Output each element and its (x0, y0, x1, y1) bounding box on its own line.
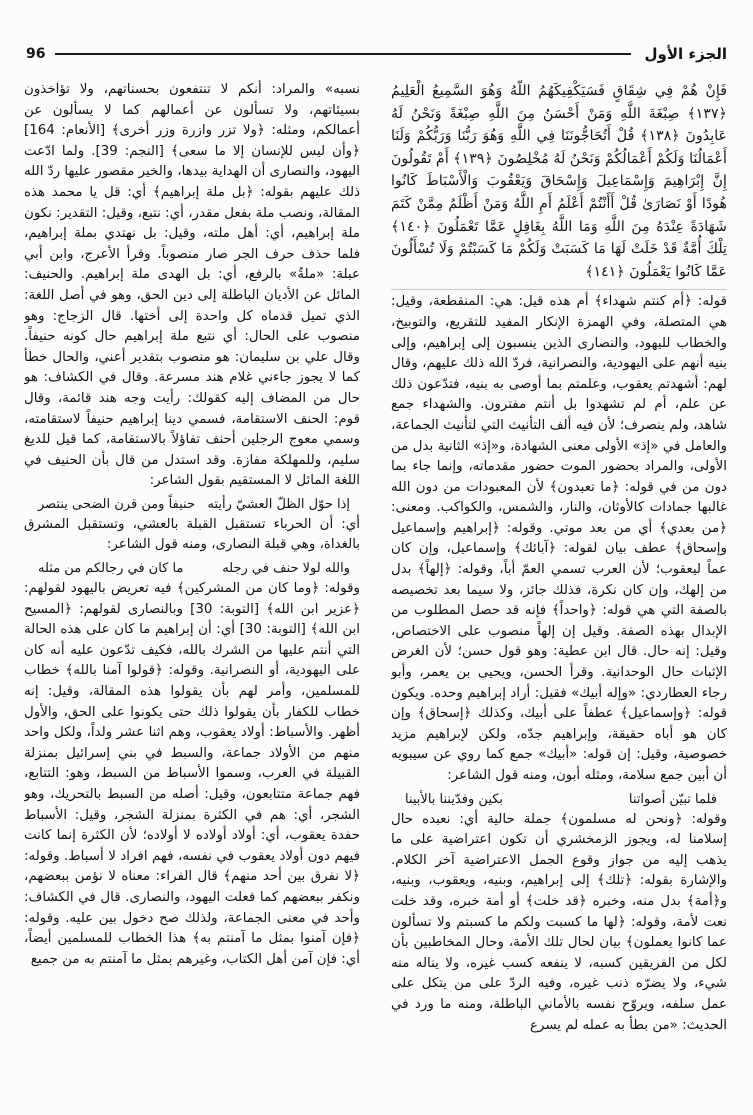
verse-first-hemistich: إذا حوّل الظلّ العشيّ رأيته (207, 496, 350, 512)
poetry-verse (391, 789, 727, 810)
verse-first-hemistich: والله لولا حنف في رجله (222, 561, 350, 577)
commentary-paragraph: أي: أن الحرباء تستقبل القبلة بالعشي، وتستقبل المشرق بالغداة، وهي قبلة النصارى، ومنه قول الشاعر: (24, 516, 360, 553)
quran-verses: فَإِنْ هُمْ فِي شِقَاقٍ فَسَيَكْفِيكَهُمُ اللَّهُ وَهُوَ السَّمِيعُ الْعَلِيمُ ﴿١٣٧﴾ صِبْغَةَ اللَّهِ وَمَنْ أَحْسَنُ مِنَ اللَّهِ صِبْغَةً وَنَحْنُ لَهُ عَابِدُونَ ﴿١٣٨﴾ قُلْ أَتُحَاجُّونَنَا فِي اللَّهِ وَهُوَ رَبُّنَا وَرَبُّكُمْ وَلَنَا أَعْمَالُنَا وَلَكُمْ أَعْمَالُكُمْ وَنَحْنُ لَهُ مُخْلِصُونَ ﴿١٣٩﴾ أَمْ تَقُولُونَ إِنَّ إِبْرَاهِيمَ وَإِسْمَاعِيلَ وَإِسْحَاقَ وَيَعْقُوبَ وَالْأَسْبَاطَ كَانُوا هُودًا أَوْ نَصَارَىٰ قُلْ أَأَنْتُمْ أَعْلَمُ أَمِ اللَّهُ وَمَنْ أَظْلَمُ مِمَّنْ كَتَمَ شَهَادَةً عِنْدَهُ مِنَ اللَّهِ وَمَا اللَّهُ بِغَافِلٍ عَمَّا تَعْمَلُونَ ﴿١٤٠﴾ تِلْكَ أُمَّةٌ قَدْ خَلَتْ لَهَا مَا كَسَبَتْ وَلَكُمْ مَا كَسَبْتُمْ وَلَا تُسْأَلُونَ عَمَّا كَانُوا يَعْمَلُونَ ﴿١٤١﴾ (391, 80, 727, 290)
commentary-paragraph: وقوله: ﴿ونحن له مسلمون﴾ جملة حالية أي: نعبده حال إسلامنا له، ويجوز الزمخشري أن تكون اعتراضية على ما يذهب إليه من جواز وقوع الجمل الاعتراضية آخر الكلام. والإشارة بقوله: ﴿تلك﴾ إلى إبراهيم، وبنيه، ويعقوب، وبنيه، و﴿أمة﴾ بدل منه، وخبره ﴿قد خلت﴾ أو أمة خبره، وقد خلت نعت لأمة، وقوله: ﴿لها ما كسبت ولكم ما كسبتم ولا تسألون عما كانوا يعملون﴾ بيان لحال تلك الأمة، وحال المخاطبين بأن لكل من الفريقين كسبه، لا ينفعه كسب غيره، ولا يناله منه شيء، ولا يضرّه ذنب غيره، وفيه الردّ على من يتكل على عمل سلفه، ويروّح نفسه بالأماني الباطلة، ومنه ما ورد في الحديث: «من بطأ به عمله لم يسرع (391, 811, 727, 1033)
poetry-verse (24, 558, 360, 579)
commentary-paragraph: قوله: ﴿أم كنتم شهداء﴾ أم هذه قيل: هي: المنقطعة، وقيل: هي المتصلة، وفي الهمزة الإنكار المفيد للتقريع، والتوبيخ، والخطاب لليهود، والنصارى الذين ينسبون إلى إبراهيم، وإلى بنيه أنهم على اليهودية، والنصرانية، فردّ الله ذلك عليهم، وقال لهم: أشهدتم يعقوب، وعلمتم بما أوصى به بنيه، فتدّعون ذلك عن علم، أم لم تشهدوا بل أنتم مفترون. والشهداء جمع شاهد، ولم ينصرف؛ لأن فيه ألف التأنيث التي لتأنيث الجماعة، والعامل في «إذ» الأولى معنى الشهادة، و«إذ» الثانية بدل من الأولى، والمراد بحضور الموت حضور مقدماته، وإنما جاء بما دون من في قوله: ﴿ما تعبدون﴾ لأن المعبودات من دون الله غالبها جمادات كالأوثان، والنار، والشمس، والكواكب. ومعنى: ﴿من بعدي﴾ أي من بعد موتي. وقوله: ﴿إبراهيم وإسماعيل وإسحاق﴾ عطف بيان لقوله: ﴿آبائك﴾ وإسماعيل، وإن كان عماً ليعقوب؛ لأن العرب تسمي العمّ أباً، وقوله: ﴿إلهاً﴾ بدل من إلهك، وإن كان نكرة، فذلك جائز، ولا سيما بعد تخصيصه بالصفة التي هي قوله: ﴿واحداً﴾ فإنه قد حصل المطلوب من الإبدال بهذه الصفة. وقيل إن إلهاً منصوب على الاختصاص، وقيل: إنه حال. قال ابن عطية: وهو قول حسن؛ لأن الغرض الإثبات حال الوحدانية. وقرأ الحسن، ويحيى بن يعمر، وأبو رجاء العطاردي: «وإله أبيك» فقيل: أراد إبراهيم وحده. ويكون قوله: ﴿وإسماعيل﴾ عطفاً على أبيك، وكذلك ﴿إسحاق﴾ وإن كان هو أباه حقيقة، وإبراهيم جدّه، ولكن لإبراهيم مزيد خصوصية، وقيل: إن قوله: «أبيك» جمع كما روي عن سيبويه أن أبين جمع سلامة، ومثله أبون، ومنه قول الشاعر: (391, 294, 727, 783)
commentary-paragraph: وقوله: ﴿وما كان من المشركين﴾ فيه تعريض باليهود لقولهم: ﴿عزير ابن الله﴾ [التوبة: 30] وبالنصارى لقولهم: ﴿المسيح ابن الله﴾ [التوبة: 30] أي: أن إبراهيم ما كان على هذه الحالة التي أنتم عليها من الشرك بالله، فكيف تدّعون عليه أنه كان على اليهودية، أو النصرانية. وقوله: ﴿قولوا آمنا بالله﴾ خطاب للمسلمين، وأمر لهم بأن يقولوا هذه المقالة، وقيل: إنه خطاب للكفار بأن يقولوا ذلك حتى يكونوا على الحق، والأول أظهر. والأسباط: أولاد يعقوب، وهم اثنا عشر ولداً، ولكل واحد منهم من الأولاد جماعة، والسبط في بني إسرائيل بمنزلة القبيلة في العرب، وسموا الأسباط من السبط، وهو: التتابع، فهم جماعة متتابعون، وقيل: أصله من السبط بالتحريك، وهو الشجر، أي: هم في الكثرة بمنزلة الشجر، وقيل: الأسباط حفدة يعقوب، أي: أولاد أولاده لا أولاده؛ لأن الكثرة إنما كانت فيهم دون أولاد يعقوب في نفسه، فهم افراد لا أسباط. وقوله: ﴿لا نفرق بين أحد منهم﴾ قال الفراء: معناه لا نؤمن ببعضهم، ونكفر ببعضهم كما فعلت اليهود، والنصارى. قال في الكشاف: وأحد في معنى الجماعة، ولذلك صح دخول بين عليه. وقوله: ﴿فإن آمنوا بمثل ما آمنتم به﴾ هذا الخطاب للمسلمين أيضاً، أي: فإن آمن أهل الكتاب، وغيرهم بمثل ما آمنتم به من جميع (24, 581, 360, 967)
verse-second-hemistich: حنيفاً ومن قرن الضحى ينتصر (38, 496, 196, 512)
verse-second-hemistich: ما كان في رجالكم من مثله (38, 561, 184, 577)
page-number: 96 (26, 46, 46, 62)
header-rule (55, 53, 630, 55)
right-column (391, 80, 727, 1085)
left-column (24, 80, 360, 1085)
verse-first-hemistich: فلما تبيّن أصواتنا (628, 791, 717, 807)
page-header (26, 42, 727, 66)
poetry-verse (24, 494, 360, 515)
verse-second-hemistich: بكين وفدّيننا بالأبينا (405, 791, 504, 807)
part-title: الجزء الأول (644, 45, 727, 63)
commentary-paragraph: نسبه» والمراد: أنكم لا تنتفعون بحسناتهم، ولا تؤاخذون بسيئاتهم، ولا تسألون عن أعمالهم كما لا يسألون عن أعمالكم، ومثله: ﴿ولا تزر وازرة وزر أخرى﴾ [الأنعام: 164] ﴿وأن ليس للإنسان إلا ما سعى﴾ [النجم: 39]. ولما ادّعت اليهود، والنصارى أن الهداية بيدها، والخير مقصور عليها ردّ الله ذلك عليهم بقوله: ﴿بل ملة إبراهيم﴾ أي: قل يا محمد هذه المقالة، ونصب ملة بفعل مقدر، أي: نتبع، وقيل: التقدير: نكون ملة إبراهيم، أي: أهل ملته، وقيل: بل نهتدي بملة إبراهيم، فلما حذف حرف الجر صار منصوباً. وقرأ الأعرج، وابن أبي عبلة: «ملةُ» بالرفع، أي: بل الهدى ملة إبراهيم. والحنيف: المائل عن الأديان الباطلة إلى دين الحق، وهو في أصل اللغة: الذي تميل قدماه كل واحدة إلى أختها. قال الزجاج: وهو منصوب على الحال: أي نتبع ملة إبراهيم حال كونه حنيفاً. وقال علي بن سليمان: هو منصوب بتقدير أعني، والحال خطأ كما لا يجوز جاءني غلام هند مسرعة. وقال في الكشاف: هو حال من المضاف إليه كقولك: رأيت وجه هند قائمة، وقال قوم: الحنف الاستقامة، فسمي دينا إبراهيم حنيفاً لاستقامته، وسمي معوج الرجلين أحنف تفاؤلاً بالاستقامة، كما قيل للديغ سليم، وللمهلكة مفازة. وقد استدل من قال بأن الحنيف في اللغة المائل لا المستقيم بقول الشاعر: (24, 82, 360, 489)
